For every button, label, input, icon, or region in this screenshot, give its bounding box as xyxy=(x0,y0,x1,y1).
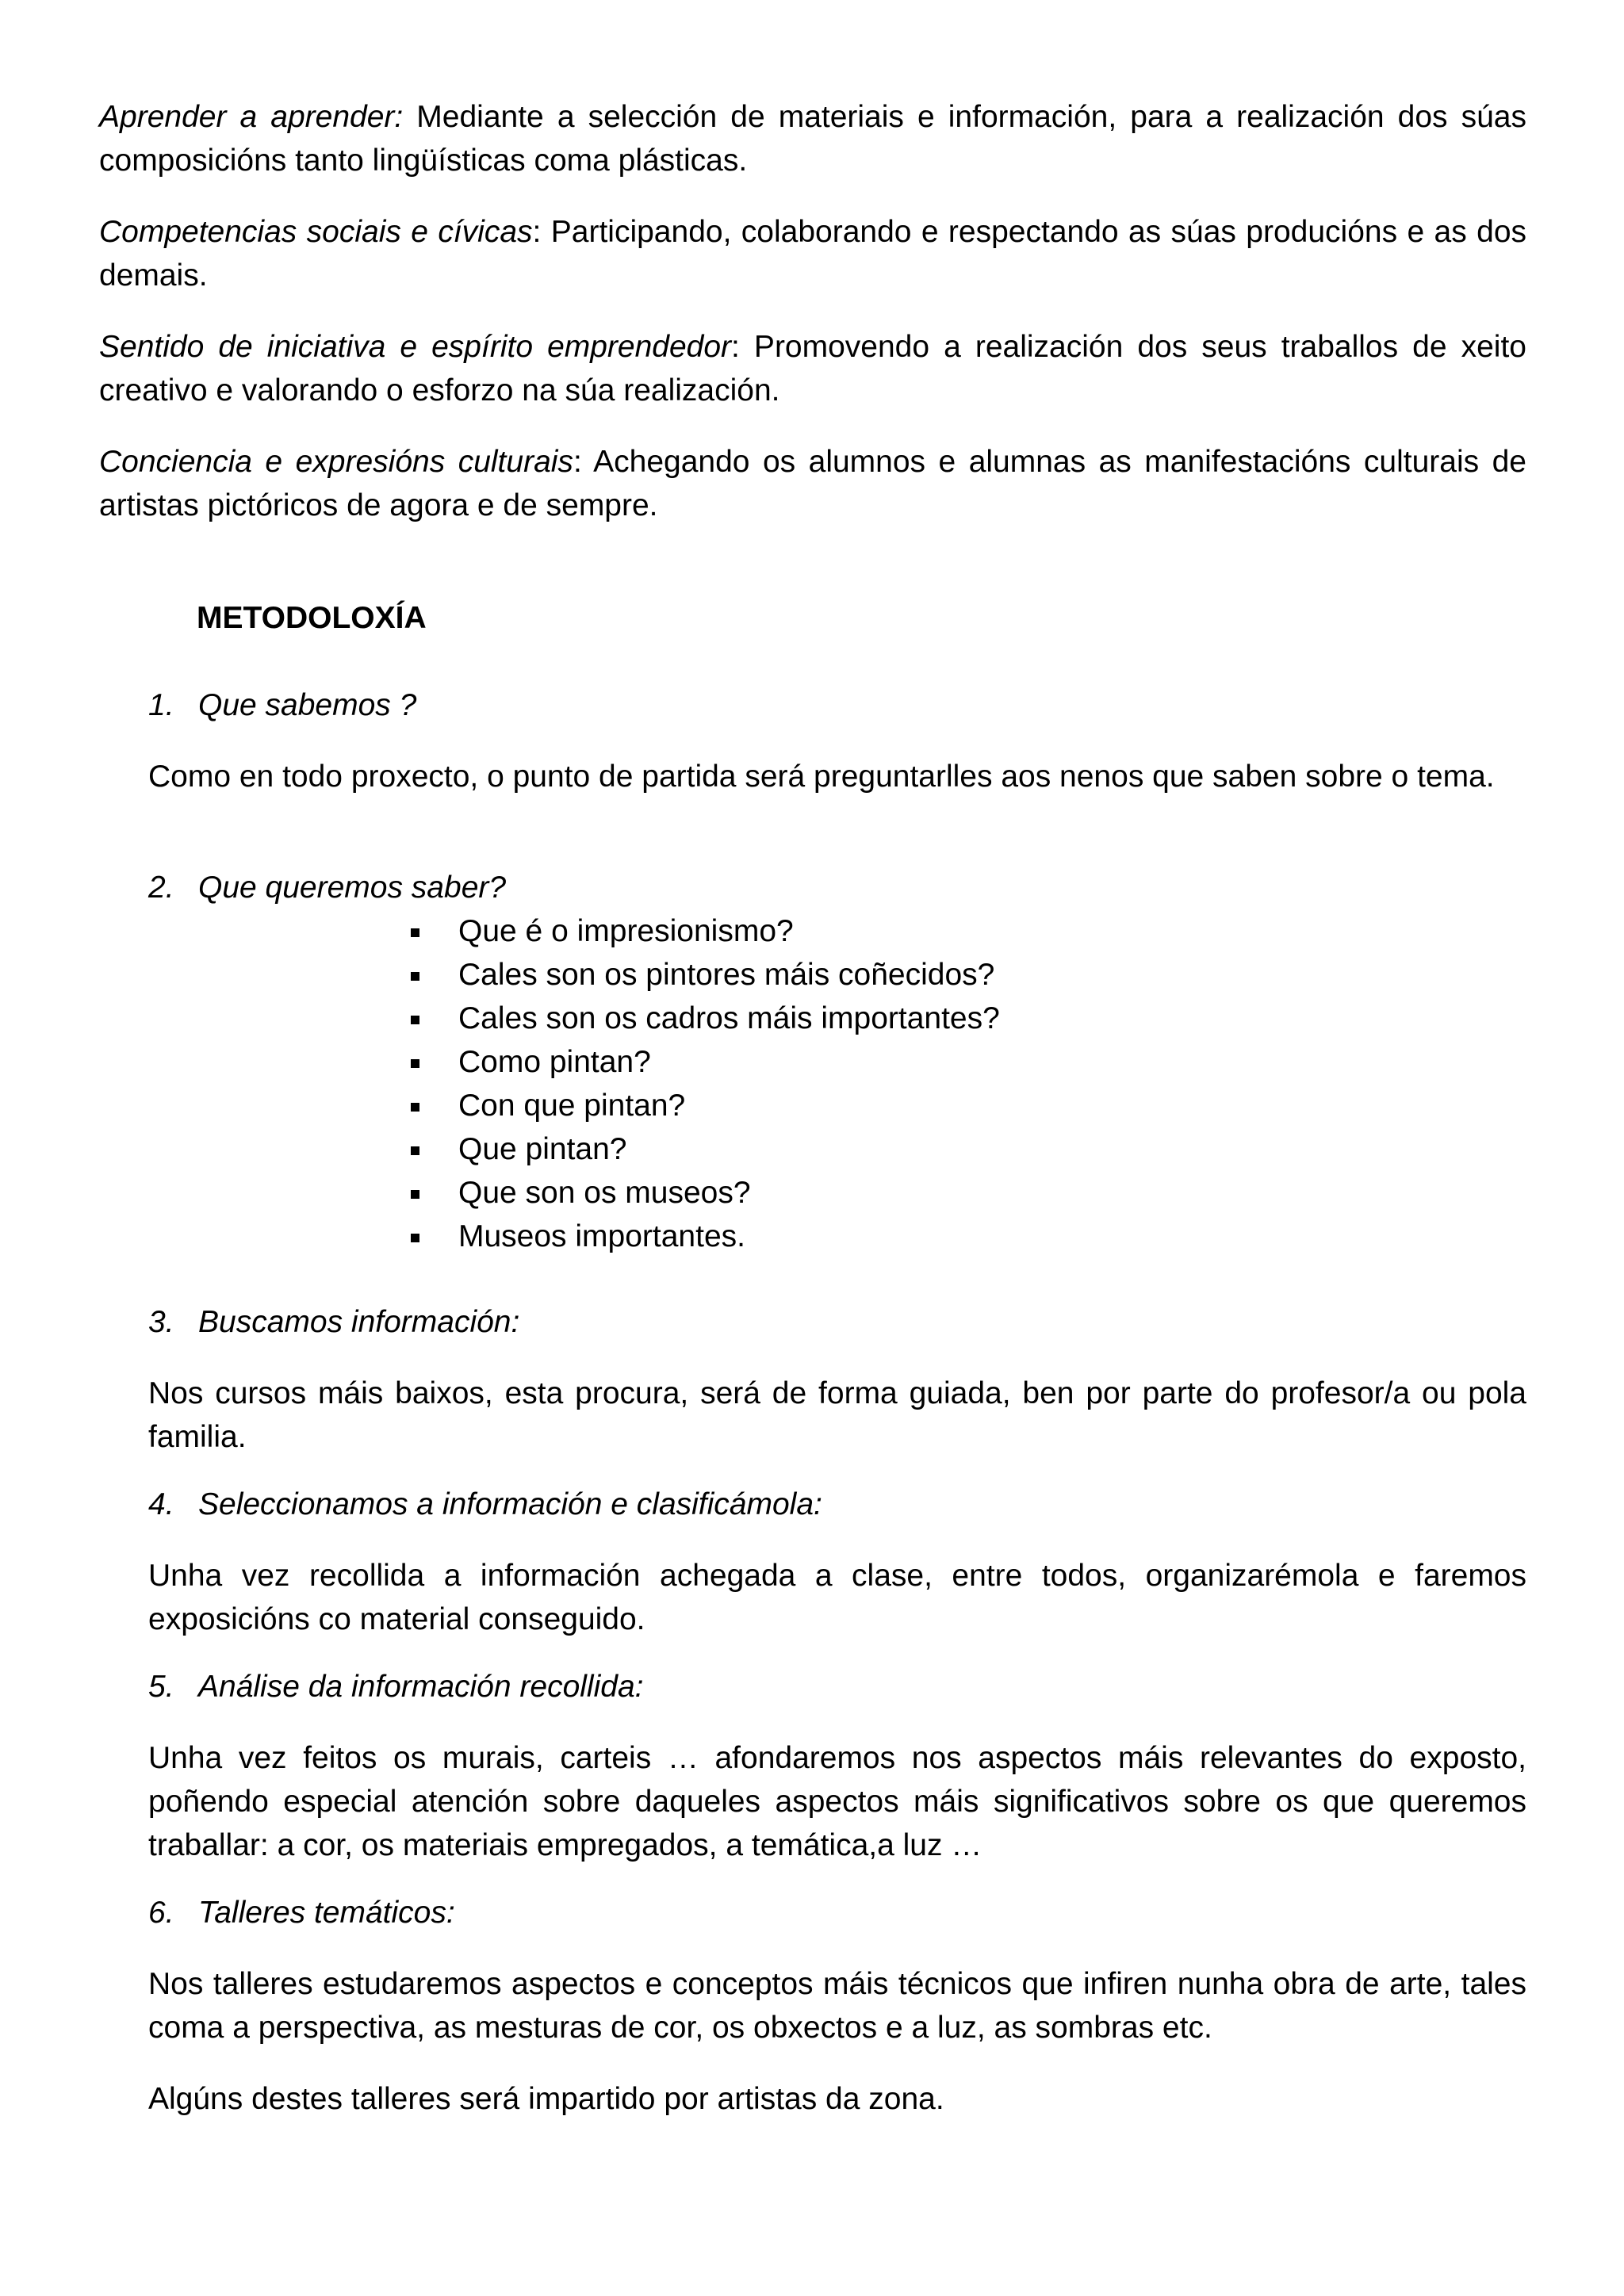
list-item xyxy=(406,1215,1000,1258)
list-item xyxy=(406,1127,1000,1171)
list-item-text: Que son os museos? xyxy=(458,1176,751,1210)
bullet-square-icon xyxy=(411,1059,419,1068)
bullet-square-icon xyxy=(411,1234,419,1242)
bullet-square-icon xyxy=(411,1103,419,1112)
list-item-text: Que é o impresionismo? xyxy=(458,914,794,948)
list-item xyxy=(406,997,1000,1040)
list-item-text: Cales son os pintores máis coñecidos? xyxy=(458,958,995,992)
competency-paragraph xyxy=(99,440,1526,527)
step-label: Análise da información recollida: xyxy=(198,1670,644,1704)
step-number: 2. xyxy=(148,871,174,905)
competency-text: : Promovendo a realización dos seus traballos de xeito creativo e valorando o esforzo na súa realización. xyxy=(99,330,1526,408)
step-title xyxy=(148,683,416,727)
competency-paragraph xyxy=(99,95,1526,182)
list-item-text: Que pintan? xyxy=(458,1132,627,1166)
step-number: 1. xyxy=(148,688,174,722)
competency-term: Competencias sociais e cívicas xyxy=(99,215,533,249)
step-number: 6. xyxy=(148,1896,174,1930)
bullet-square-icon xyxy=(411,1016,419,1024)
step-paragraph: Como en todo proxecto, o punto de partida será preguntarlles aos nenos que saben sobre o tema. xyxy=(148,760,1495,794)
step-number: 5. xyxy=(148,1670,174,1704)
bullet-square-icon xyxy=(411,928,419,937)
list-item-text: Como pintan? xyxy=(458,1045,651,1079)
list-item xyxy=(406,1171,1000,1215)
step-paragraph: Nos cursos máis baixos, esta procura, será de forma guiada, ben por parte do profesor/a ou pola familia. xyxy=(148,1376,1526,1454)
step-title xyxy=(148,1665,643,1709)
list-item xyxy=(406,1084,1000,1127)
step-number: 3. xyxy=(148,1305,174,1339)
list-item-text: Cales son os cadros máis importantes? xyxy=(458,1001,1000,1035)
step-paragraph: Unha vez recollida a información achegada a clase, entre todos, organizarémola e faremos exposicións co material conseguido. xyxy=(148,1559,1526,1636)
list-item-text: Con que pintan? xyxy=(458,1089,686,1123)
step-title xyxy=(148,1483,822,1526)
question-list xyxy=(406,909,1000,1258)
step-paragraph: Nos talleres estudaremos aspectos e conceptos máis técnicos que infiren nunha obra de arte, tales coma a perspectiva, as mesturas de cor, os obxectos e a luz, as sombras etc. xyxy=(148,1967,1526,2045)
list-item xyxy=(406,909,1000,953)
step-title xyxy=(148,1300,519,1344)
list-item-text: Museos importantes. xyxy=(458,1219,745,1253)
bullet-square-icon xyxy=(411,1146,419,1155)
competency-term: Aprender a aprender: xyxy=(99,100,404,134)
step-label: Seleccionamos a información e clasificámola: xyxy=(198,1487,822,1521)
competency-text: : Participando, colaborando e respectando as súas producións e as dos demais. xyxy=(99,215,1527,293)
list-item xyxy=(406,1040,1000,1084)
step-label: Talleres temáticos: xyxy=(198,1896,455,1930)
competency-paragraph xyxy=(99,210,1526,297)
step-title xyxy=(148,1891,455,1934)
competency-term: Sentido de iniciativa e espírito emprendedor xyxy=(99,330,732,364)
competency-paragraph xyxy=(99,325,1526,412)
list-item xyxy=(406,953,1000,997)
step-label: Que sabemos ? xyxy=(198,688,417,722)
step-label: Que queremos saber? xyxy=(198,871,507,905)
step-paragraph: Algúns destes talleres será impartido por artistas da zona. xyxy=(148,2082,944,2116)
step-number: 4. xyxy=(148,1487,174,1521)
section-heading: METODOLOXÍA xyxy=(197,601,427,635)
competency-text: : Achegando os alumnos e alumnas as manifestacións culturais de artistas pictóricos de agora e de sempre. xyxy=(99,445,1526,522)
competency-text: Mediante a selección de materiais e información, para a realización dos súas composicións tanto lingüísticas coma plásticas. xyxy=(99,100,1526,178)
step-title xyxy=(148,866,506,909)
bullet-square-icon xyxy=(411,972,419,981)
step-paragraph: Unha vez feitos os murais, carteis … afondaremos nos aspectos máis relevantes do exposto, poñendo especial atención sobre daqueles aspectos máis significativos sobre os que queremos traballar: a cor, os materiais empregados, a temática,a luz … xyxy=(148,1741,1526,1862)
competency-term: Conciencia e expresións culturais xyxy=(99,445,573,479)
step-label: Buscamos información: xyxy=(198,1305,520,1339)
bullet-square-icon xyxy=(411,1190,419,1199)
